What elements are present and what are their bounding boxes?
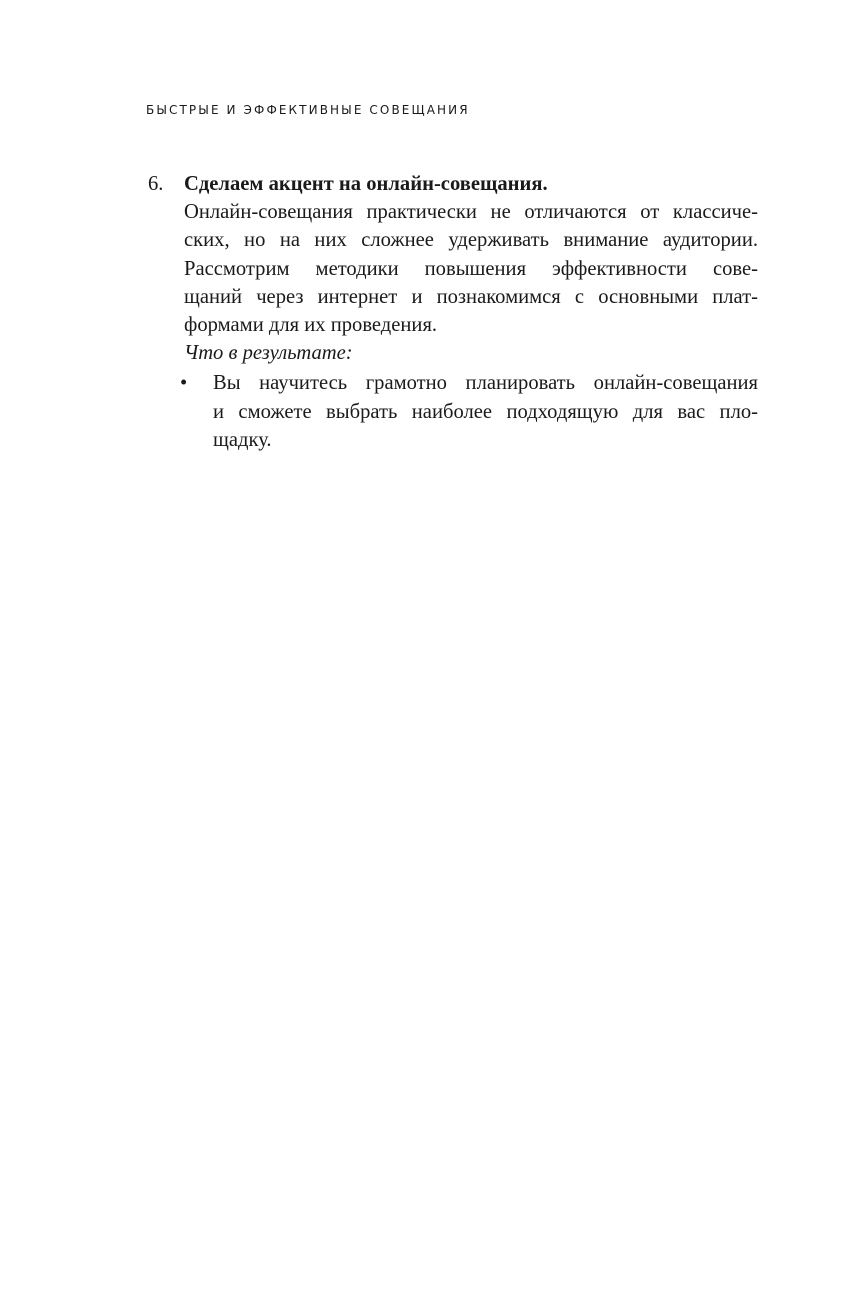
bullet-icon: • <box>180 372 188 395</box>
description-line: формами для их проведения. <box>184 314 438 337</box>
numbered-item <box>148 170 758 454</box>
description-line: Онлайн-совещания практически не отличаются от классиче- <box>184 201 758 224</box>
description-line: ских, но на них сложнее удерживать внимание аудитории. <box>184 229 758 252</box>
bullet-item <box>213 369 758 454</box>
bullet-line: щадку. <box>213 428 272 451</box>
item-body <box>180 170 758 454</box>
item-description <box>184 198 758 339</box>
result-label: Что в результате: <box>184 342 353 365</box>
bullet-list <box>180 369 758 454</box>
bullet-line: Вы научитесь грамотно планировать онлайн-совещания <box>213 372 758 395</box>
running-head: БЫСТРЫЕ И ЭФФЕКТИВНЫЕ СОВЕЩАНИЯ <box>146 103 470 117</box>
item-title: Сделаем акцент на онлайн-совещания. <box>184 173 548 195</box>
bullet-line: и сможете выбрать наиболее подходящую для вас пло- <box>213 400 758 423</box>
description-line: щаний через интернет и познакомимся с основными плат- <box>184 285 758 308</box>
item-number: 6. <box>148 173 164 195</box>
description-line: Рассмотрим методики повышения эффективности сове- <box>184 257 758 280</box>
